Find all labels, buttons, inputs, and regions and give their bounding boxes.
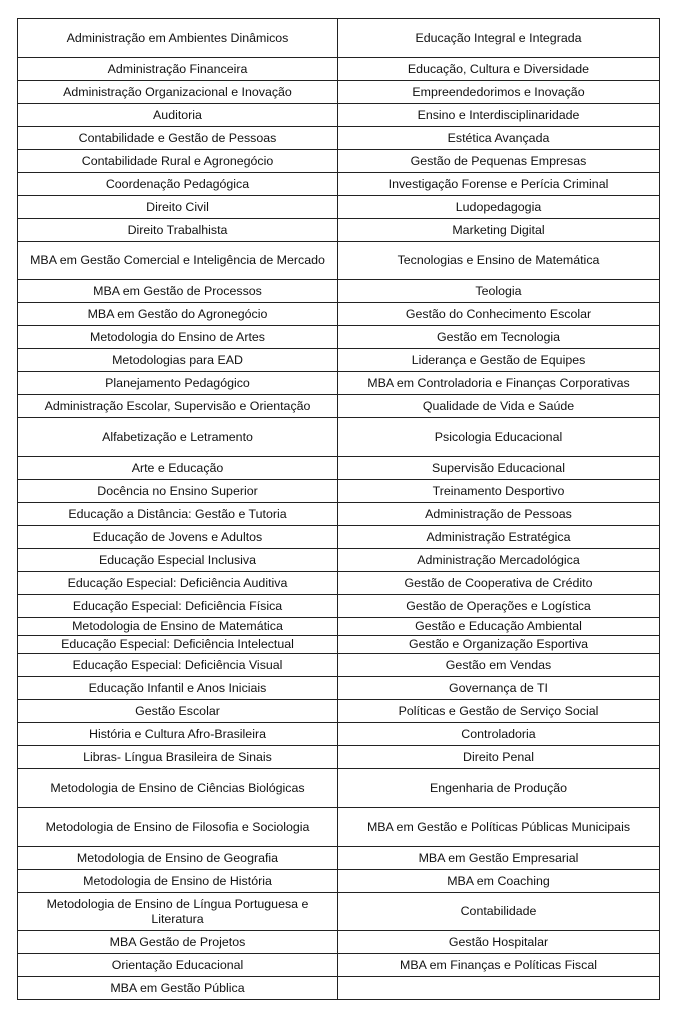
course-cell-left: Orientação Educacional [18, 954, 338, 977]
table-row [18, 654, 660, 677]
course-cell-right: Qualidade de Vida e Saúde [338, 395, 660, 418]
course-cell-left: Docência no Ensino Superior [18, 480, 338, 503]
course-cell-left: Metodologias para EAD [18, 349, 338, 372]
course-cell-left: Metodologia de Ensino de Geografia [18, 847, 338, 870]
course-cell-right: MBA em Finanças e Políticas Fiscal [338, 954, 660, 977]
table-row [18, 173, 660, 196]
course-cell-left: Educação Especial: Deficiência Auditiva [18, 572, 338, 595]
table-row [18, 280, 660, 303]
course-cell-right: Psicologia Educacional [338, 418, 660, 457]
course-cell-right: Empreendedorimos e Inovação [338, 81, 660, 104]
table-row [18, 372, 660, 395]
course-cell-left: História e Cultura Afro-Brasileira [18, 723, 338, 746]
table-row [18, 769, 660, 808]
course-cell-right [338, 977, 660, 1000]
course-cell-left: Metodologia de Ensino de Ciências Biológicas [18, 769, 338, 808]
course-cell-right: Direito Penal [338, 746, 660, 769]
course-cell-left: MBA em Gestão Comercial e Inteligência de Mercado [18, 242, 338, 280]
table-row [18, 893, 660, 931]
course-cell-right: Gestão do Conhecimento Escolar [338, 303, 660, 326]
table-row [18, 808, 660, 847]
course-cell-right: Controladoria [338, 723, 660, 746]
course-cell-left: MBA em Gestão de Processos [18, 280, 338, 303]
course-cell-right: Liderança e Gestão de Equipes [338, 349, 660, 372]
course-cell-right: Ensino e Interdisciplinaridade [338, 104, 660, 127]
course-cell-left: Metodologia do Ensino de Artes [18, 326, 338, 349]
course-cell-right: Treinamento Desportivo [338, 480, 660, 503]
course-cell-left: Contabilidade Rural e Agronegócio [18, 150, 338, 173]
table-row [18, 303, 660, 326]
course-cell-left: Educação Especial: Deficiência Intelectual [18, 636, 338, 654]
course-cell-right: Gestão e Educação Ambiental [338, 618, 660, 636]
table-row [18, 723, 660, 746]
table-row [18, 418, 660, 457]
table-row [18, 127, 660, 150]
course-cell-right: Supervisão Educacional [338, 457, 660, 480]
course-cell-left: MBA em Gestão Pública [18, 977, 338, 1000]
course-cell-left: Educação Infantil e Anos Iniciais [18, 677, 338, 700]
table-row [18, 954, 660, 977]
course-cell-right: Gestão Hospitalar [338, 931, 660, 954]
table-row [18, 636, 660, 654]
course-cell-left: Administração Organizacional e Inovação [18, 81, 338, 104]
course-cell-left: Auditoria [18, 104, 338, 127]
course-cell-left: MBA Gestão de Projetos [18, 931, 338, 954]
course-cell-right: Marketing Digital [338, 219, 660, 242]
course-cell-left: Metodologia de Ensino de Filosofia e Sociologia [18, 808, 338, 847]
table-row [18, 219, 660, 242]
course-cell-left: Metodologia de Ensino de Matemática [18, 618, 338, 636]
course-cell-right: MBA em Coaching [338, 870, 660, 893]
course-cell-right: Administração de Pessoas [338, 503, 660, 526]
course-cell-left: Arte e Educação [18, 457, 338, 480]
course-cell-right: Ludopedagogia [338, 196, 660, 219]
course-cell-left: Educação a Distância: Gestão e Tutoria [18, 503, 338, 526]
table-row [18, 847, 660, 870]
table-row [18, 104, 660, 127]
table-row [18, 81, 660, 104]
course-table-body [18, 19, 660, 1000]
table-row [18, 870, 660, 893]
table-row [18, 526, 660, 549]
course-cell-left: Direito Trabalhista [18, 219, 338, 242]
course-cell-right: Tecnologias e Ensino de Matemática [338, 242, 660, 280]
course-cell-right: Gestão em Vendas [338, 654, 660, 677]
course-cell-left: Educação Especial: Deficiência Física [18, 595, 338, 618]
course-cell-left: MBA em Gestão do Agronegócio [18, 303, 338, 326]
course-cell-left: Coordenação Pedagógica [18, 173, 338, 196]
course-cell-right: Estética Avançada [338, 127, 660, 150]
course-cell-right: Educação, Cultura e Diversidade [338, 58, 660, 81]
course-cell-left: Educação Especial Inclusiva [18, 549, 338, 572]
table-row [18, 349, 660, 372]
table-row [18, 480, 660, 503]
course-cell-right: Gestão de Cooperativa de Crédito [338, 572, 660, 595]
course-cell-left: Metodologia de Ensino de Língua Portuguesa e Literatura [18, 893, 338, 931]
table-row [18, 242, 660, 280]
course-cell-left: Metodologia de Ensino de História [18, 870, 338, 893]
table-row [18, 196, 660, 219]
table-row [18, 457, 660, 480]
course-cell-right: Gestão de Pequenas Empresas [338, 150, 660, 173]
course-cell-left: Administração Escolar, Supervisão e Orientação [18, 395, 338, 418]
course-cell-right: Contabilidade [338, 893, 660, 931]
table-row [18, 572, 660, 595]
course-cell-right: Administração Estratégica [338, 526, 660, 549]
course-cell-right: Educação Integral e Integrada [338, 19, 660, 58]
course-cell-right: Gestão de Operações e Logística [338, 595, 660, 618]
table-row [18, 395, 660, 418]
course-cell-right: Gestão e Organização Esportiva [338, 636, 660, 654]
table-row [18, 746, 660, 769]
course-cell-right: MBA em Controladoria e Finanças Corporativas [338, 372, 660, 395]
course-cell-left: Administração Financeira [18, 58, 338, 81]
course-table [17, 18, 660, 1000]
table-row [18, 977, 660, 1000]
course-cell-left: Gestão Escolar [18, 700, 338, 723]
table-row [18, 19, 660, 58]
table-row [18, 700, 660, 723]
course-cell-right: Administração Mercadológica [338, 549, 660, 572]
course-cell-left: Administração em Ambientes Dinâmicos [18, 19, 338, 58]
course-cell-left: Contabilidade e Gestão de Pessoas [18, 127, 338, 150]
course-cell-left: Libras- Língua Brasileira de Sinais [18, 746, 338, 769]
course-cell-right: Engenharia de Produção [338, 769, 660, 808]
table-row [18, 677, 660, 700]
course-cell-right: MBA em Gestão e Políticas Públicas Municipais [338, 808, 660, 847]
course-cell-left: Educação Especial: Deficiência Visual [18, 654, 338, 677]
table-row [18, 326, 660, 349]
course-cell-left: Educação de Jovens e Adultos [18, 526, 338, 549]
table-row [18, 931, 660, 954]
course-cell-right: Políticas e Gestão de Serviço Social [338, 700, 660, 723]
course-cell-left: Planejamento Pedagógico [18, 372, 338, 395]
course-cell-left: Direito Civil [18, 196, 338, 219]
table-row [18, 58, 660, 81]
course-cell-right: Teologia [338, 280, 660, 303]
course-cell-left: Alfabetização e Letramento [18, 418, 338, 457]
course-cell-right: MBA em Gestão Empresarial [338, 847, 660, 870]
course-cell-right: Gestão em Tecnologia [338, 326, 660, 349]
table-row [18, 150, 660, 173]
table-row [18, 549, 660, 572]
course-cell-right: Governança de TI [338, 677, 660, 700]
table-row [18, 595, 660, 618]
table-row [18, 618, 660, 636]
table-row [18, 503, 660, 526]
course-cell-right: Investigação Forense e Perícia Criminal [338, 173, 660, 196]
